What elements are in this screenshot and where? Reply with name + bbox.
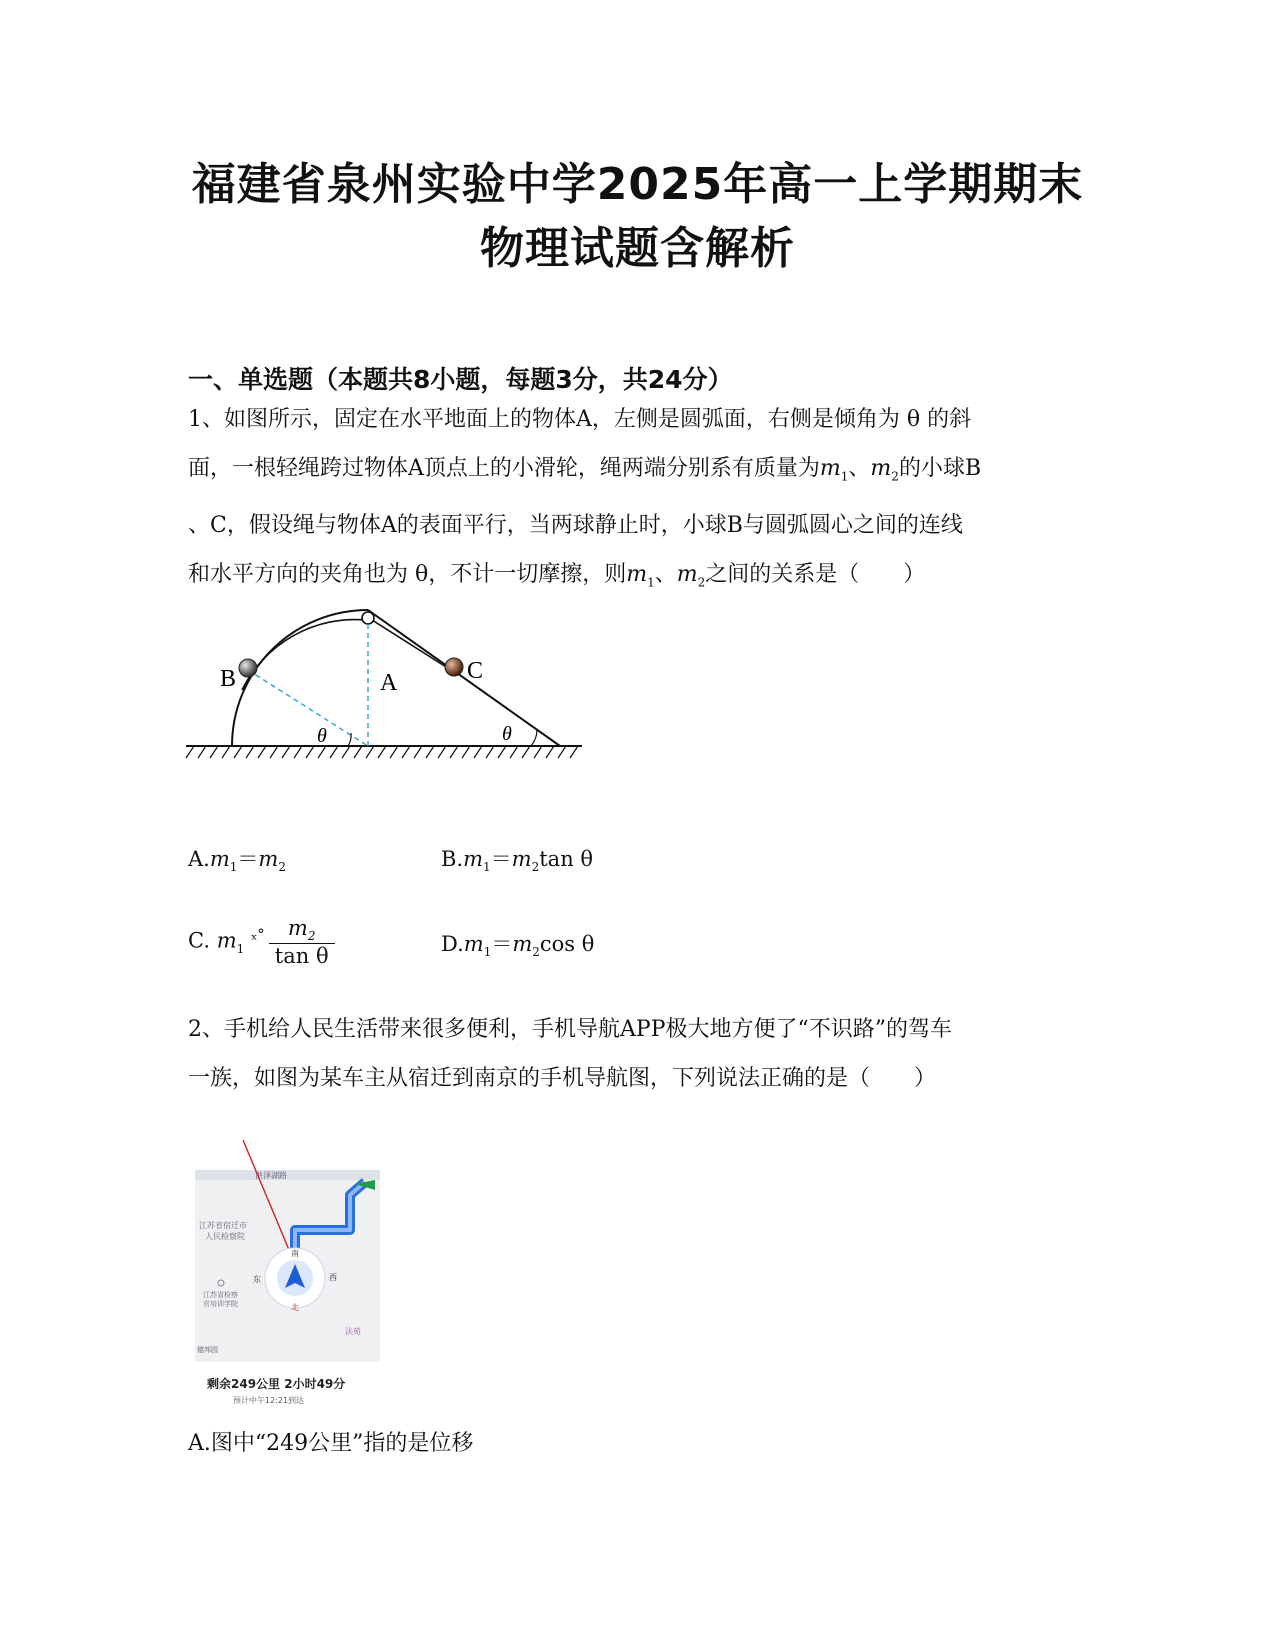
label-theta-left: θ <box>317 725 327 747</box>
direction-west: 西 <box>329 1273 337 1282</box>
place-2-line-2: 官培训学院 <box>203 1300 238 1308</box>
direction-east: 东 <box>253 1275 261 1284</box>
place-1-line-2: 人民检察院 <box>205 1232 245 1241</box>
corner-label: 法苑 <box>345 1327 361 1336</box>
q1-line-1: 1、如图所示，固定在水平地面上的物体A，左侧是圆弧面，右侧是倾角为 θ 的斜 <box>188 407 972 432</box>
label-theta-right: θ <box>502 723 512 745</box>
arc-outer <box>232 610 368 746</box>
remaining-text: 剩余249公里 2小时49分 <box>207 1377 346 1391</box>
pulley-icon <box>362 612 374 624</box>
radius-dashed-line <box>248 670 368 746</box>
label-a: A <box>380 670 398 696</box>
place-2-line-1: 江苏省检察 <box>203 1291 238 1299</box>
arc-inner-rope <box>242 620 366 690</box>
q1-line-4: 和水平方向的夹角也为 θ，不计一切摩擦，则$m_1$、$m_2$之间的关系是（ ） <box>188 562 926 590</box>
poi-label: 德邦园 <box>197 1346 218 1354</box>
direction-north: 北 <box>291 1303 299 1312</box>
q1-option-c[interactable]: C. $m_1$ $^{_x^\circ}$ $\frac{m_2}{\text{tan θ}}$ <box>188 916 335 968</box>
q1-option-d[interactable]: $D.m_1=m_2\cos$ θ <box>441 932 595 960</box>
eta-text: 预计中午12:21到达 <box>233 1396 305 1405</box>
ball-c-icon <box>445 658 463 676</box>
road-label: 洪泽湖路 <box>255 1171 287 1180</box>
section-heading: 一、单选题（本题共8小题，每题3分，共24分） <box>188 365 733 394</box>
q1-line-2: 面，一根轻绳跨过物体A顶点上的小滑轮，绳两端分别系有质量为$m_1$、$m_2$的小球B <box>188 456 982 484</box>
q1-line-3: 、C，假设绳与物体A的表面平行，当两球静止时，小球B与圆弧圆心之间的连线 <box>188 513 963 539</box>
angle-arc-right <box>531 730 537 746</box>
q2-line-1: 2、手机给人民生活带来很多便利，手机导航APP极大地方便了“不识路”的驾车 <box>188 1017 952 1042</box>
incline-rope <box>372 620 454 672</box>
q1-option-b[interactable]: $B.m_1=m_2\tan$ θ <box>441 847 594 875</box>
label-b: B <box>220 666 237 692</box>
label-c: C <box>467 658 484 684</box>
ground-hatch <box>186 746 578 758</box>
road-band <box>195 1170 380 1180</box>
q2-option-a[interactable]: A.图中“249公里”指的是位移 <box>188 1431 474 1456</box>
question-2-text <box>188 1005 1083 1103</box>
title-line-1: 福建省泉州实验中学2025年高一上学期期末 <box>191 159 1084 210</box>
q2-navigation-map <box>195 1140 385 1425</box>
direction-south: 南 <box>291 1249 299 1258</box>
question-1-text <box>188 395 1083 608</box>
fraction: $\frac{m_2}{\text{tan θ}}$ <box>269 916 335 968</box>
q1-figure <box>180 600 620 810</box>
place-1-line-1: 江苏省宿迁市 <box>199 1221 247 1230</box>
q2-line-2: 一族，如图为某车主从宿迁到南京的手机导航图，下列说法正确的是（ ） <box>188 1066 937 1091</box>
title-line-2: 物理试题含解析 <box>480 223 795 274</box>
ball-b-icon <box>239 659 257 677</box>
q1-option-a[interactable]: $A.m_1=m_2$ <box>188 847 286 875</box>
